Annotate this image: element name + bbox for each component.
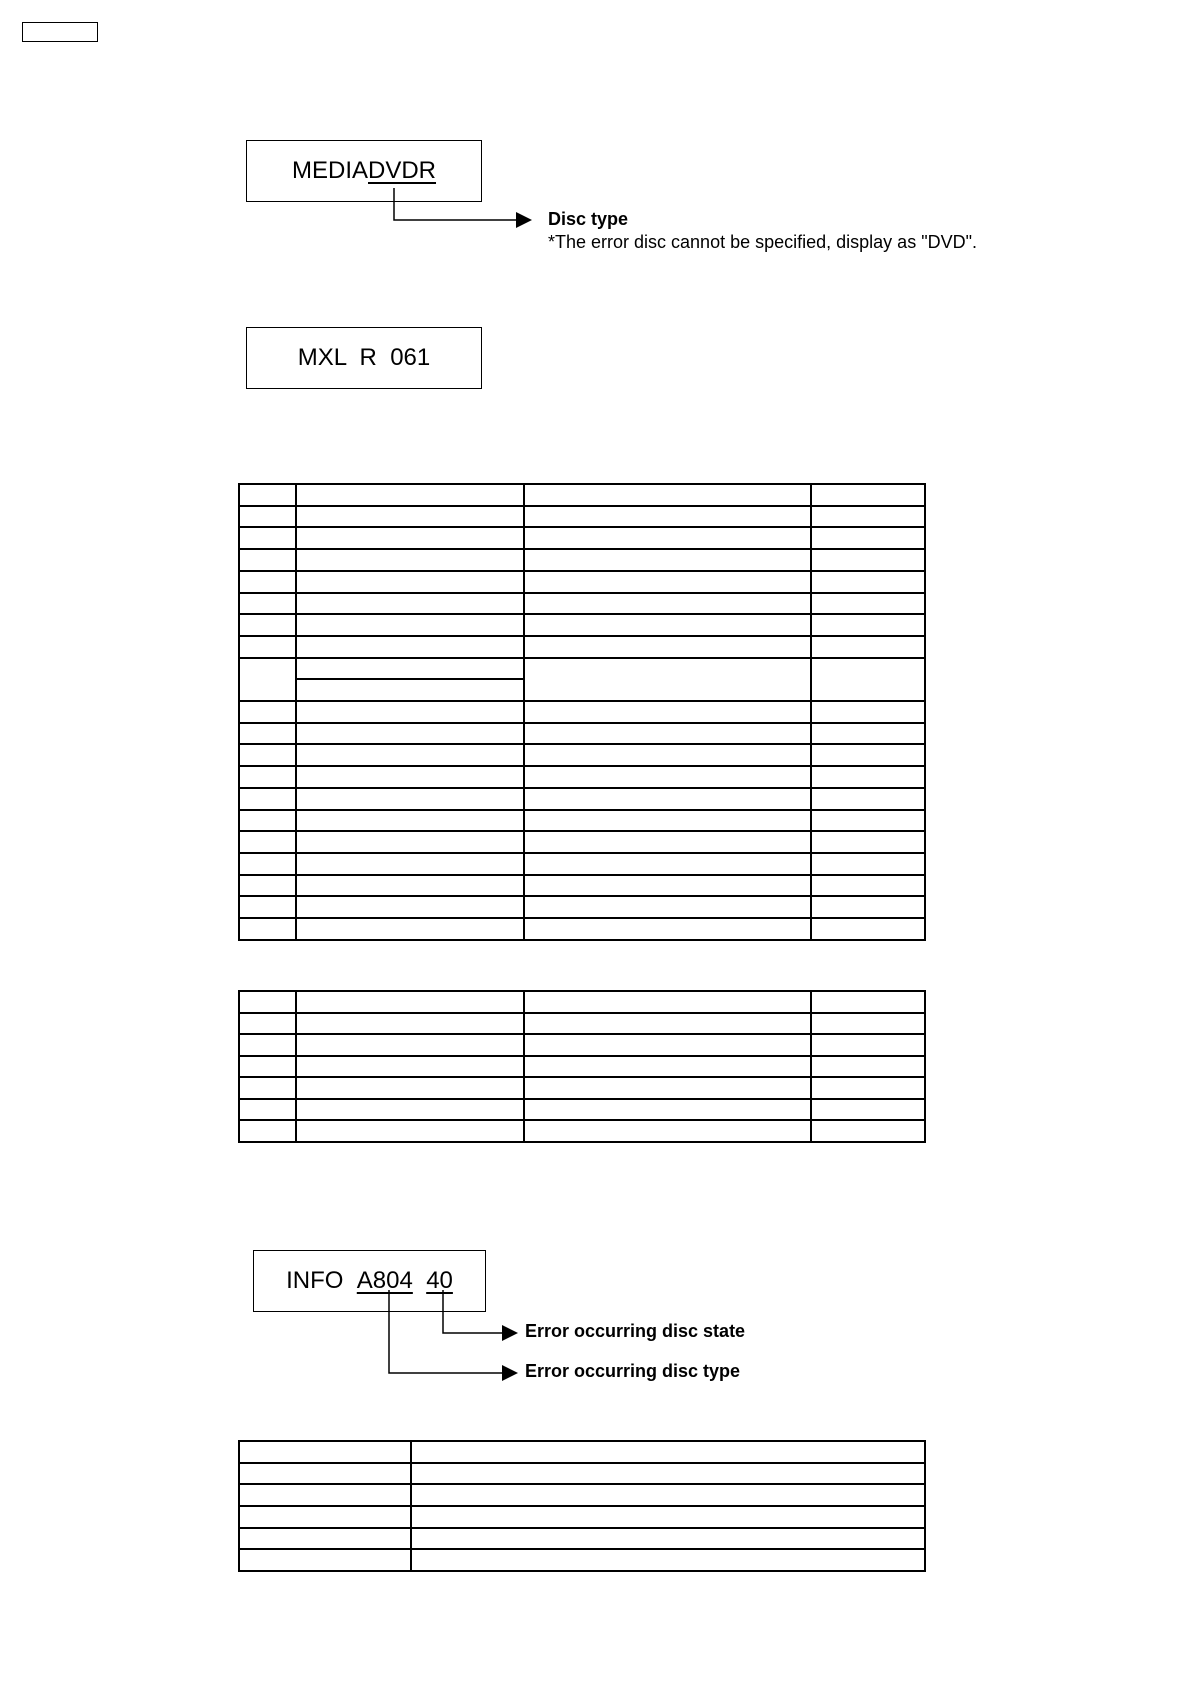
mxl-display-box (246, 327, 482, 389)
disc-type-label: Error occurring disc type (525, 1361, 741, 1381)
table-row (239, 766, 925, 788)
info-code-table (238, 1440, 926, 1572)
table-row (239, 701, 925, 723)
info-label: INFO (286, 1267, 344, 1294)
table-row (239, 918, 925, 940)
disc-state-arrow-icon (502, 1325, 518, 1341)
table-row (239, 723, 925, 745)
table-row (239, 614, 925, 636)
table-row (239, 506, 925, 528)
table-row (239, 1463, 925, 1485)
media-disc-code: DVDR (368, 157, 437, 184)
disc-type-code-arrow-icon (502, 1365, 518, 1381)
table-row (239, 810, 925, 832)
media-prefix: MEDIA (291, 157, 368, 184)
table-row (239, 831, 925, 853)
table-row (239, 549, 925, 571)
error-table-2 (238, 990, 926, 1143)
disc-type-arrow-icon (516, 212, 532, 228)
table-row (239, 1506, 925, 1528)
table-row (239, 658, 925, 680)
info-type-code: A804 (356, 1267, 413, 1294)
table-row (239, 484, 925, 506)
table-row (239, 527, 925, 549)
table-row (239, 1120, 925, 1142)
table-row (239, 788, 925, 810)
disc-type-connector (394, 188, 516, 220)
table-row (239, 896, 925, 918)
table-row (239, 1056, 925, 1078)
table-row (239, 1441, 925, 1463)
mxl-display-text: MXL R 061 (297, 344, 431, 371)
table-row (239, 1013, 925, 1035)
table-row (239, 1549, 925, 1571)
table-row (239, 1099, 925, 1121)
table-row (239, 593, 925, 615)
table-row (239, 1528, 925, 1550)
table-row (239, 744, 925, 766)
table-row (239, 1034, 925, 1056)
disc-type-title: Disc type (548, 209, 629, 229)
info-display-box (253, 1250, 486, 1312)
table-row (239, 1484, 925, 1506)
info-state-code: 40 (426, 1267, 453, 1294)
table-row (239, 1077, 925, 1099)
disc-type-detail: *The error disc cannot be specified, display as "DVD". (548, 232, 977, 252)
table-row (239, 991, 925, 1013)
table-row (239, 636, 925, 658)
table-row (239, 853, 925, 875)
disc-state-label: Error occurring disc state (525, 1321, 746, 1341)
table-row (239, 875, 925, 897)
table-row (239, 571, 925, 593)
error-table-1 (238, 483, 926, 941)
